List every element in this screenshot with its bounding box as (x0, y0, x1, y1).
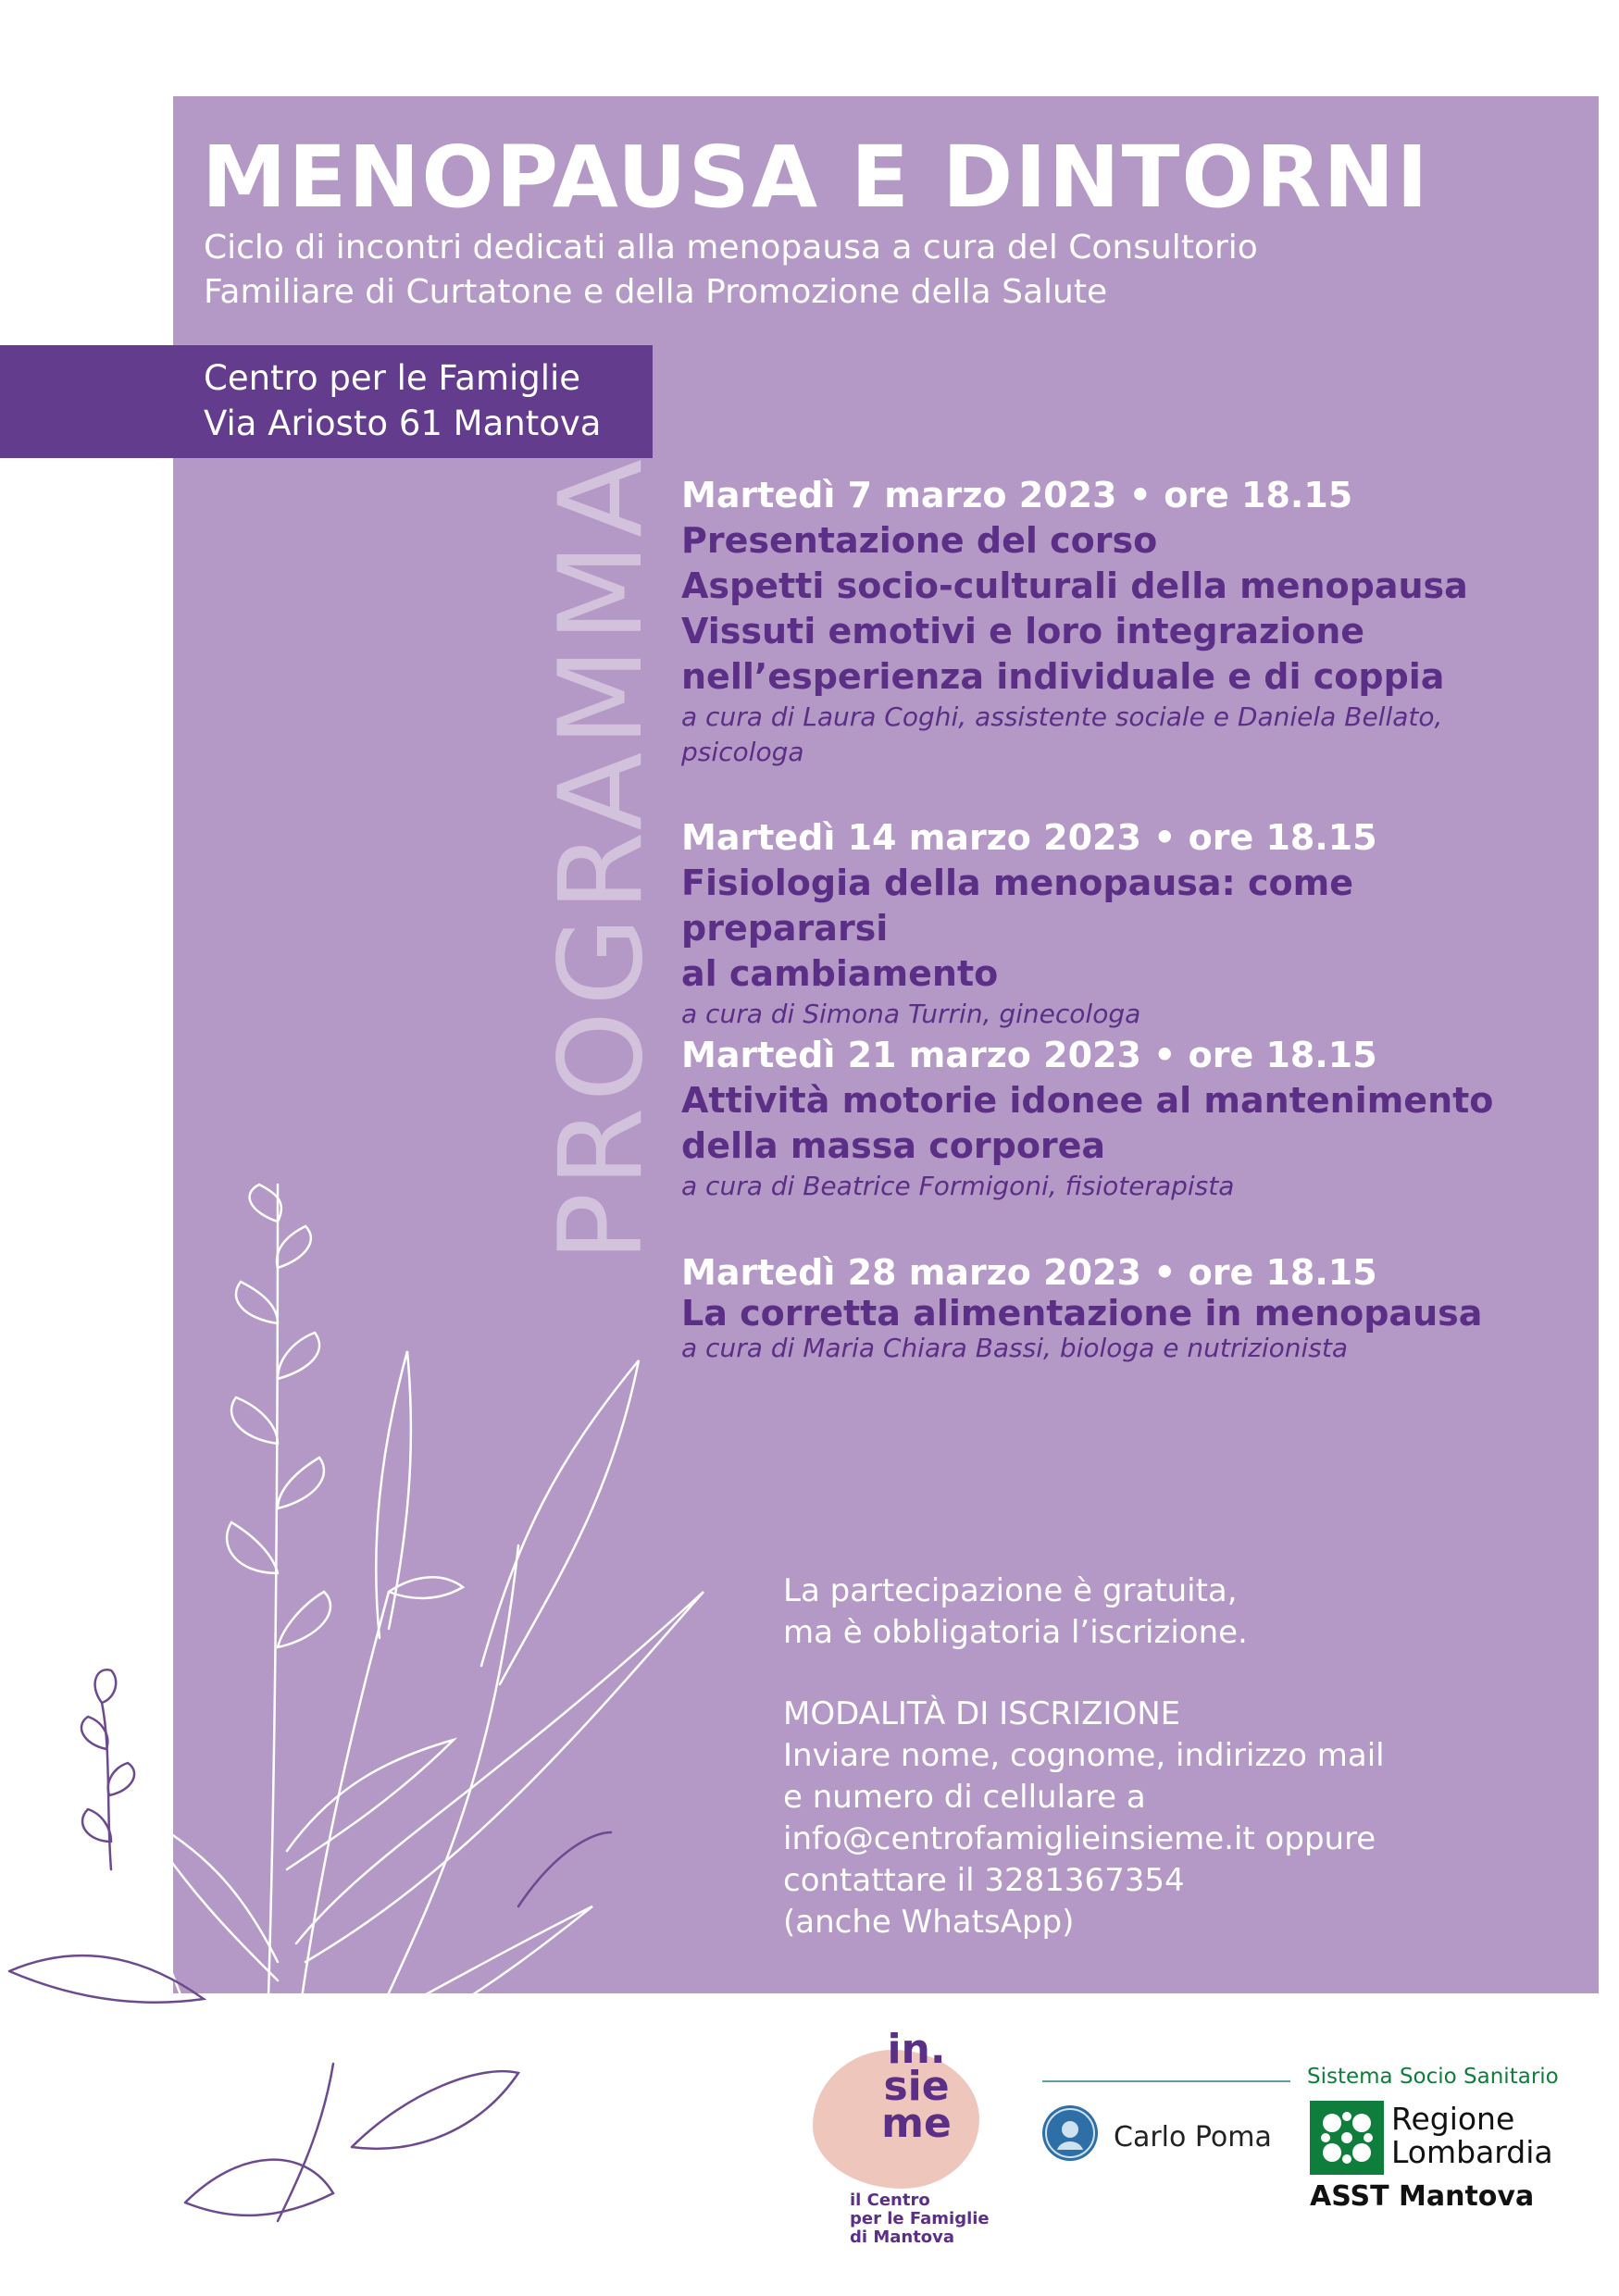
info-line: Inviare nome, cognome, indirizzo mail (783, 1737, 1385, 1774)
event-date: Martedì 14 marzo 2023 • ore 18.15 (681, 817, 1377, 858)
carlo-poma-label: Carlo Poma (1114, 2121, 1272, 2153)
subtitle-line: Ciclo di incontri dedicati alla menopausa a cura del Consultorio (204, 229, 1258, 267)
registration-title: MODALITÀ DI ISCRIZIONE (783, 1695, 1181, 1732)
program-label: PROGRAMMA (535, 453, 668, 1262)
registration-info (783, 1570, 1542, 1943)
event-date: Martedì 28 marzo 2023 • ore 18.15 (681, 1252, 1377, 1293)
event-topic: Fisiologia della menopausa: come prepararsi (681, 863, 1353, 949)
page-title: MENOPAUSA E DINTORNI (202, 128, 1430, 227)
event-credit: a cura di Simona Turrin, ginecologa (681, 999, 1141, 1029)
event-topic: nell’esperienza individuale e di coppia (681, 656, 1445, 697)
event-topic: della massa corporea (681, 1125, 1106, 1166)
event-topic: al cambiamento (681, 953, 999, 994)
event-topic: Presentazione del corso (681, 520, 1158, 561)
info-line: e numero di cellulare a (783, 1779, 1146, 1816)
subtitle (204, 226, 1481, 315)
event-item (681, 1032, 1570, 1204)
logo-divider (1042, 2080, 1290, 2082)
regione-lombardia-rose-icon (1310, 2101, 1384, 2175)
asst-mantova-label: ASST Mantova (1310, 2180, 1535, 2213)
event-item (681, 472, 1570, 770)
event-topic: La corretta alimentazione in menopausa (681, 1293, 1483, 1334)
event-topic: Attività motorie idonee al mantenimento (681, 1080, 1494, 1121)
event-credit: a cura di Beatrice Formigoni, fisioterapista (681, 1171, 1235, 1201)
subtitle-line: Familiare di Curtatone e della Promozione della Salute (204, 273, 1108, 311)
info-line: ma è obbligatoria l’iscrizione. (783, 1614, 1248, 1651)
event-topic: Aspetti socio-culturali della menopausa (681, 565, 1468, 606)
carlo-poma-emblem-icon (1042, 2105, 1098, 2161)
insieme-wordmark: in. sie me (881, 2026, 952, 2147)
info-line: (anche WhatsApp) (783, 1904, 1075, 1941)
location-venue: Centro per le Famiglie (204, 358, 581, 398)
event-item (681, 814, 1570, 1032)
contact-phone: contattare il 3281367354 (783, 1862, 1185, 1899)
event-credit: psicologa (681, 737, 804, 767)
event-topic: Vissuti emotivi e loro integrazione (681, 611, 1365, 652)
insieme-caption: il Centro per le Famiglie di Mantova (850, 2191, 990, 2247)
contact-email: info@centrofamiglieinsieme.it oppure (783, 1820, 1376, 1857)
info-line: La partecipazione è gratuita, (783, 1572, 1238, 1609)
event-credit: a cura di Laura Coghi, assistente sociale e Daniela Bellato, (681, 701, 1443, 732)
regione-lombardia-label: Regione Lombardia (1391, 2101, 1553, 2170)
location-address: Via Ariosto 61 Mantova (204, 403, 602, 443)
event-credit: a cura di Maria Chiara Bassi, biologa e nutrizionista (681, 1333, 1348, 1363)
event-date: Martedì 21 marzo 2023 • ore 18.15 (681, 1035, 1377, 1075)
event-date: Martedì 7 marzo 2023 • ore 18.15 (681, 475, 1353, 515)
sistema-socio-sanitario-label: Sistema Socio Sanitario (1307, 2065, 1559, 2089)
event-item (681, 1249, 1570, 1366)
location-text (204, 355, 601, 446)
